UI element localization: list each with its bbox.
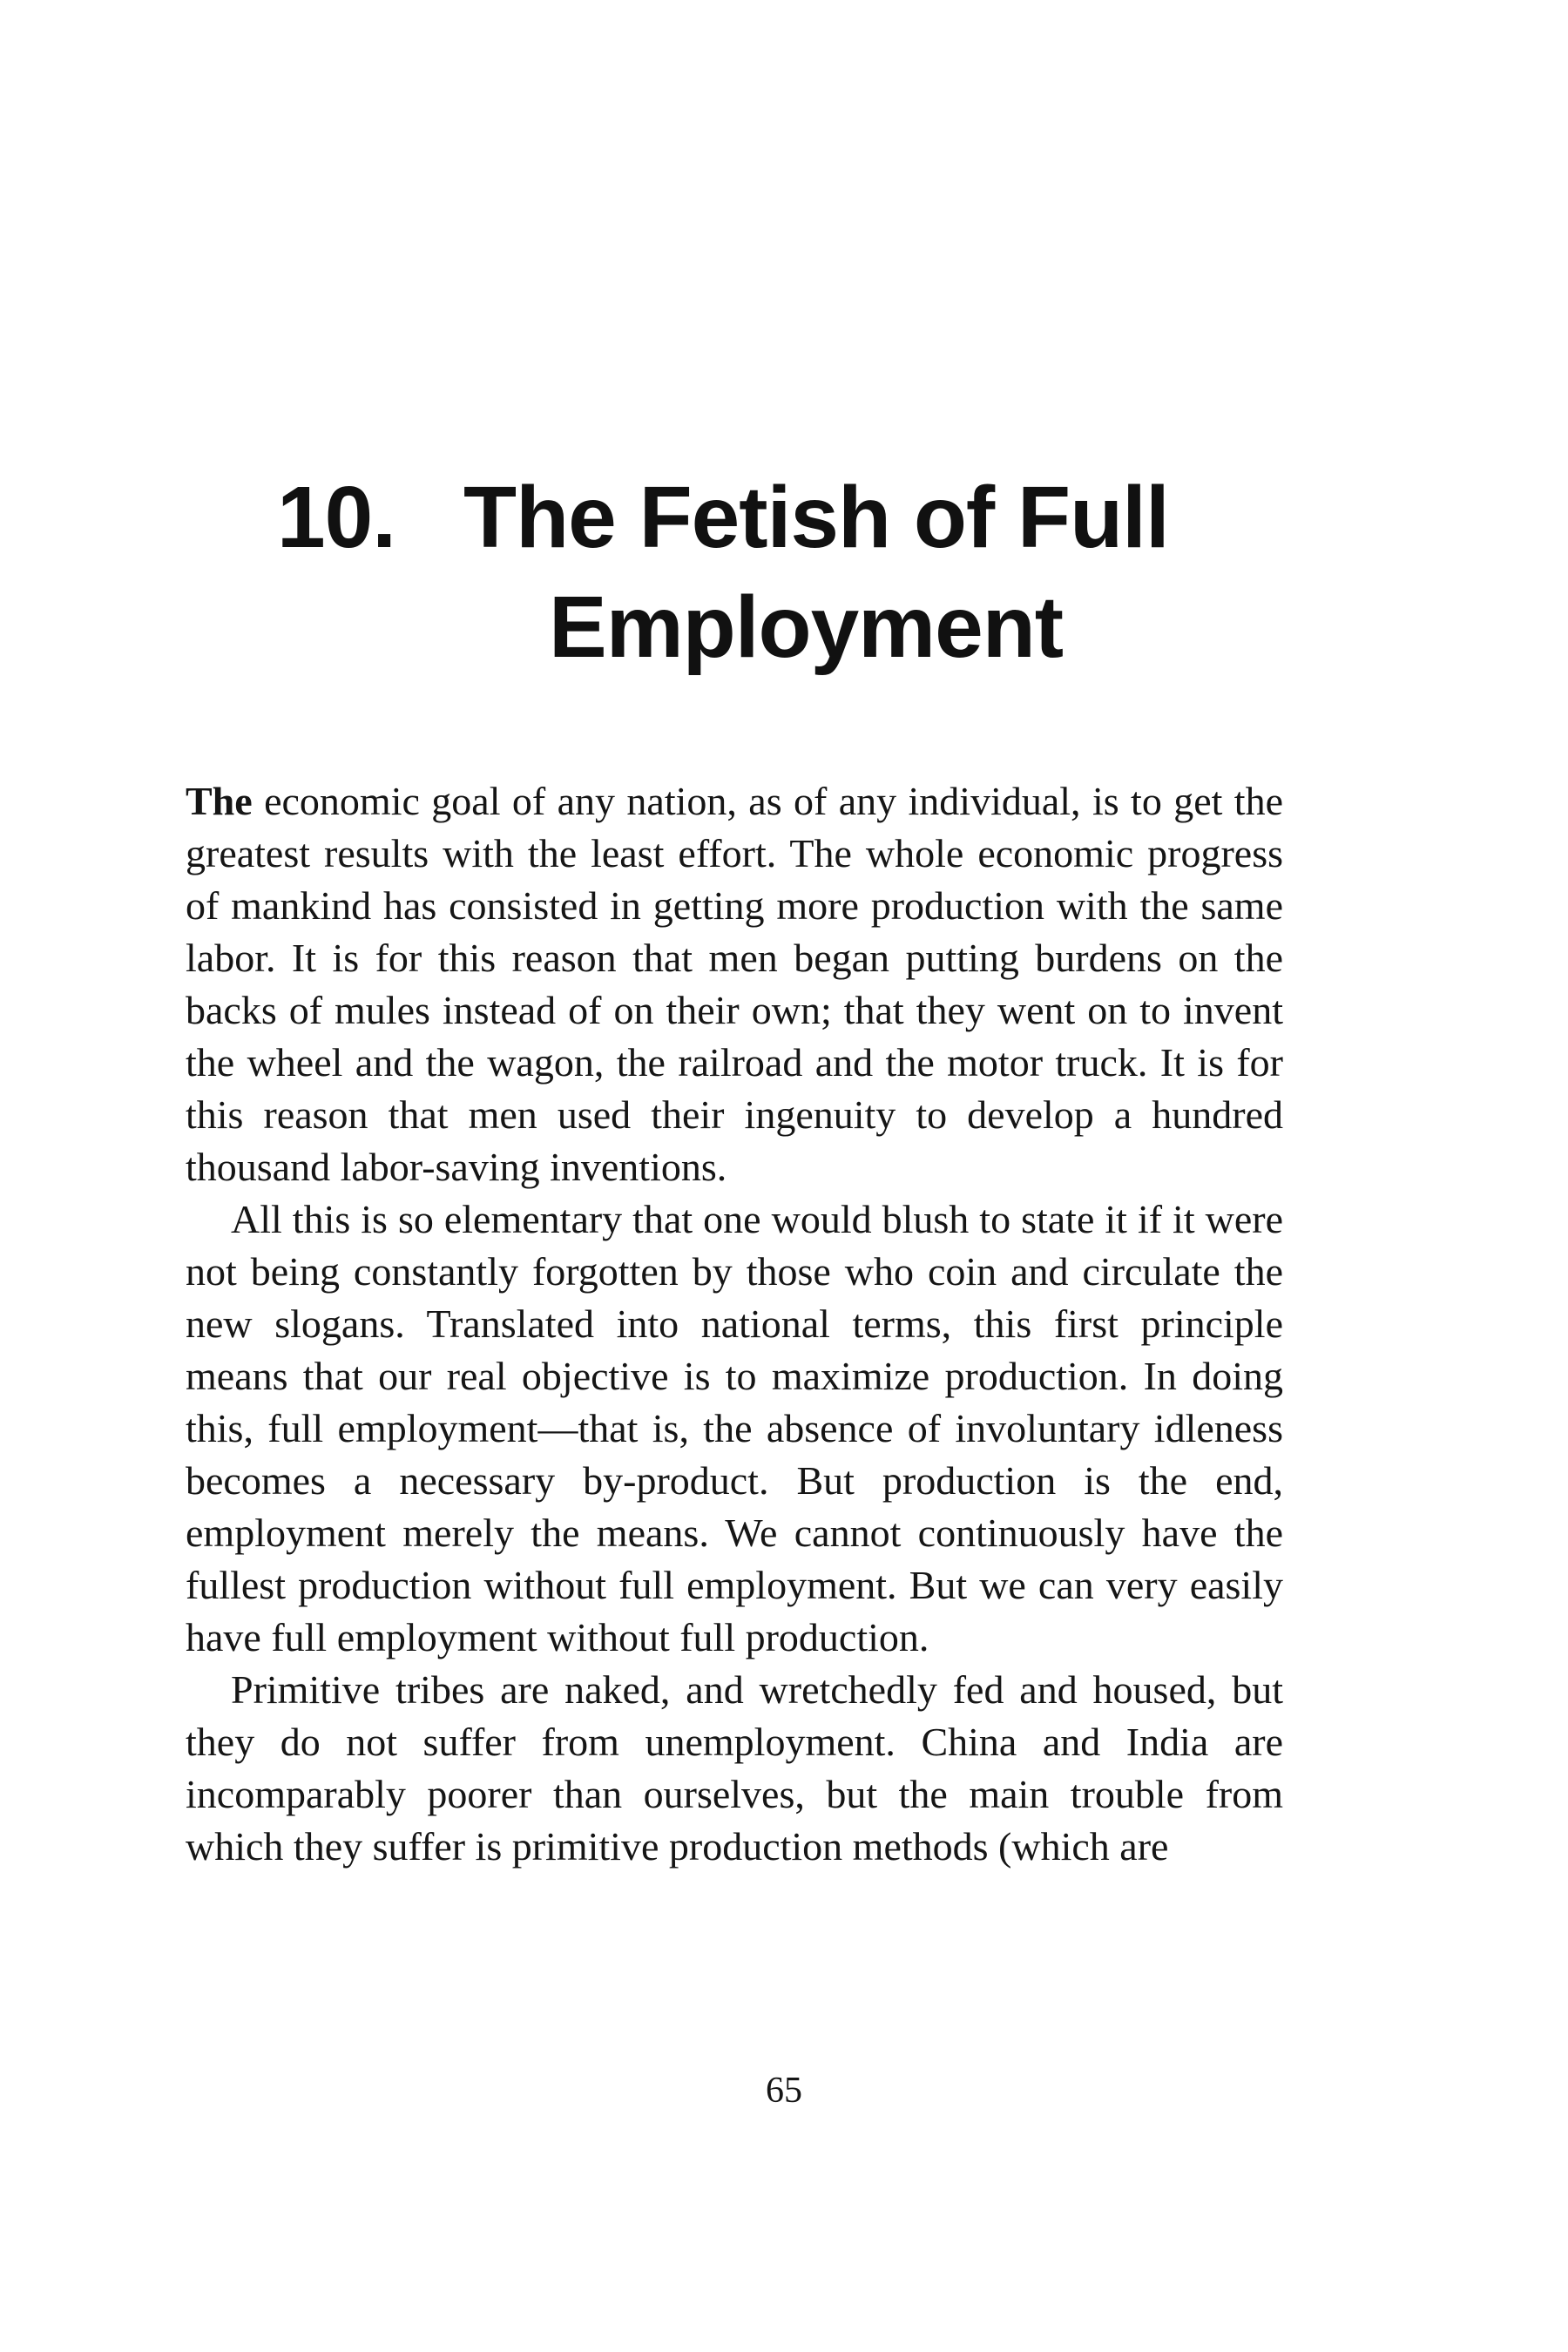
chapter-title-line-2: Employment <box>549 578 1064 676</box>
paragraph-1-text: economic goal of any nation, as of any individual, is to get the greatest results with the least effort. The whole economic progress of mankind has consisted in getting more production with the same labor. It is for this reason that men began putting burdens on the backs of mules instead of on their own; that they went on to invent the wheel and the wagon, the railroad and the motor truck. It is for this reason that men used their ingenuity to develop a hundred thousand labor-saving inventions. <box>186 779 1283 1189</box>
paragraph-2: All this is so elementary that one would blush to state it if it were not being constantly forgotten by those who coin and circulate the new slogans. Translated into national terms, this first principle means that our real objective is to maximize production. In doing this, full employment—that is, the absence of involuntary idleness becomes a necessary by-product. But production is the end, employment merely the means. We cannot continuously have the fullest production without full employment. But we can very easily have full employment without full production. <box>186 1197 1283 1659</box>
chapter-title-first-part: The Fetish of Full <box>463 469 1169 566</box>
paragraph-3: Primitive tribes are naked, and wretchedly fed and housed, but they do not suffer from unemployment. China and India are incomparably poorer than ourselves, but the main trouble from which they suffer is primitive production methods (which are <box>186 1667 1283 1869</box>
chapter-body <box>186 775 1283 1873</box>
chapter-title-line-1 <box>277 462 1169 573</box>
paragraph-1 <box>186 775 1283 1193</box>
chapter-number: 10. <box>277 469 396 566</box>
page-number: 65 <box>766 2071 802 2111</box>
paragraph-lead-word: The <box>186 779 253 823</box>
